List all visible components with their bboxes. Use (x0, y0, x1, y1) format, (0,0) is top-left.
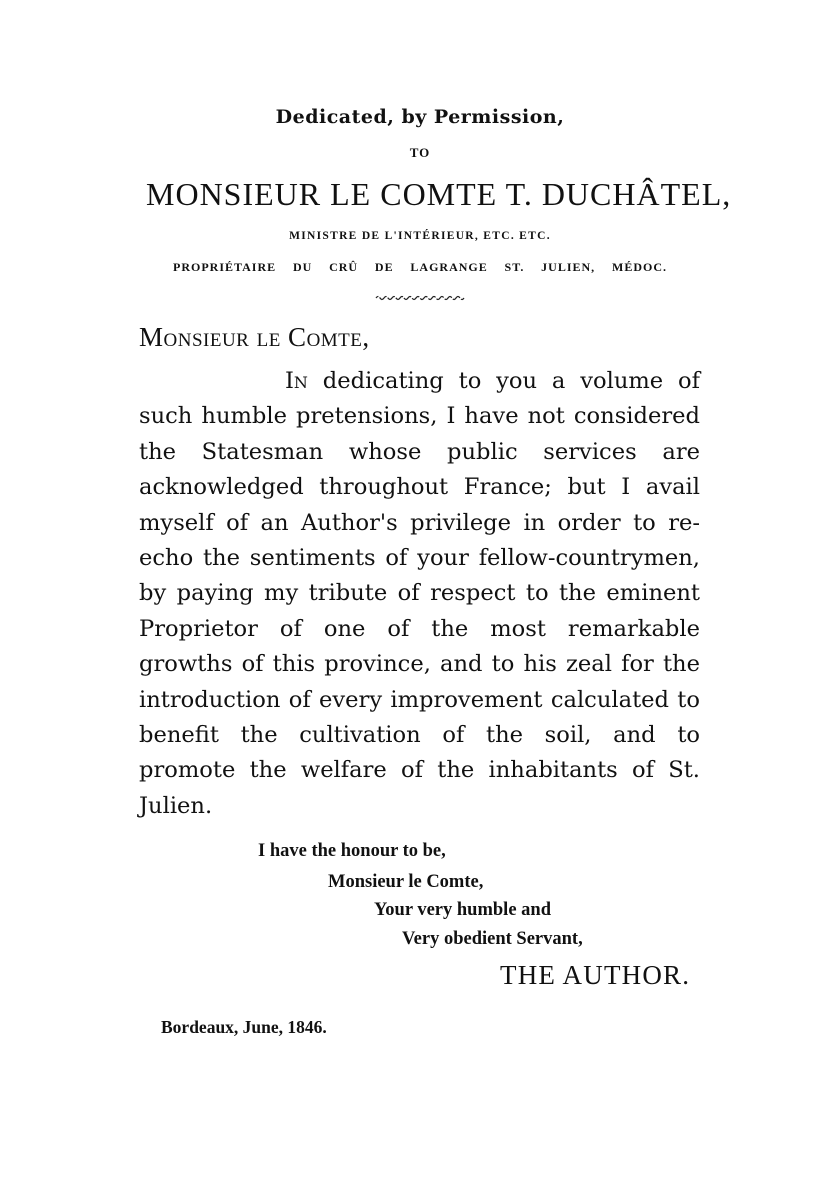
recipient-property: PROPRIÉTAIRE DU CRÛ DE LAGRANGE ST. JULIEN, MÉDOC. (173, 260, 667, 274)
closing-line-3: Your very humble and (374, 900, 551, 920)
wavy-rule-ornament (374, 291, 474, 303)
signature: THE AUTHOR. (500, 960, 691, 990)
letter-body (139, 364, 700, 824)
recipient-name: MONSIEUR LE COMTE T. DUCHÂTEL, (146, 176, 732, 212)
closing-line-2: Monsieur le Comte, (328, 872, 484, 892)
closing-line-4: Very obedient Servant, (402, 929, 583, 949)
dateline: Bordeaux, June, 1846. (161, 1017, 327, 1037)
letter-first-word: In (285, 368, 308, 394)
letter-body-text: dedicating to you a volume of such humble pretensions, I have not considered the Statesman whose public services are acknowledged throughout France; but I avail myself of an Author's privilege in order to re-echo the sentiments of your fellow-countrymen, by paying my tribute of respect to the eminent Proprietor of one of the most remarkable growths of this province, and to his zeal for the introduction of every improvement calculated to benefit the cultivation of the soil, and to promote the welfare of the inhabitants of St. Julien. (139, 368, 700, 819)
letter-salutation: Monsieur le Comte, (139, 322, 370, 352)
recipient-title: MINISTRE DE L'INTÉRIEUR, ETC. ETC. (289, 230, 551, 242)
closing-line-1: I have the honour to be, (258, 841, 446, 861)
dedication-to: TO (409, 145, 431, 160)
dedication-heading: Dedicated, by Permission, (275, 106, 565, 128)
